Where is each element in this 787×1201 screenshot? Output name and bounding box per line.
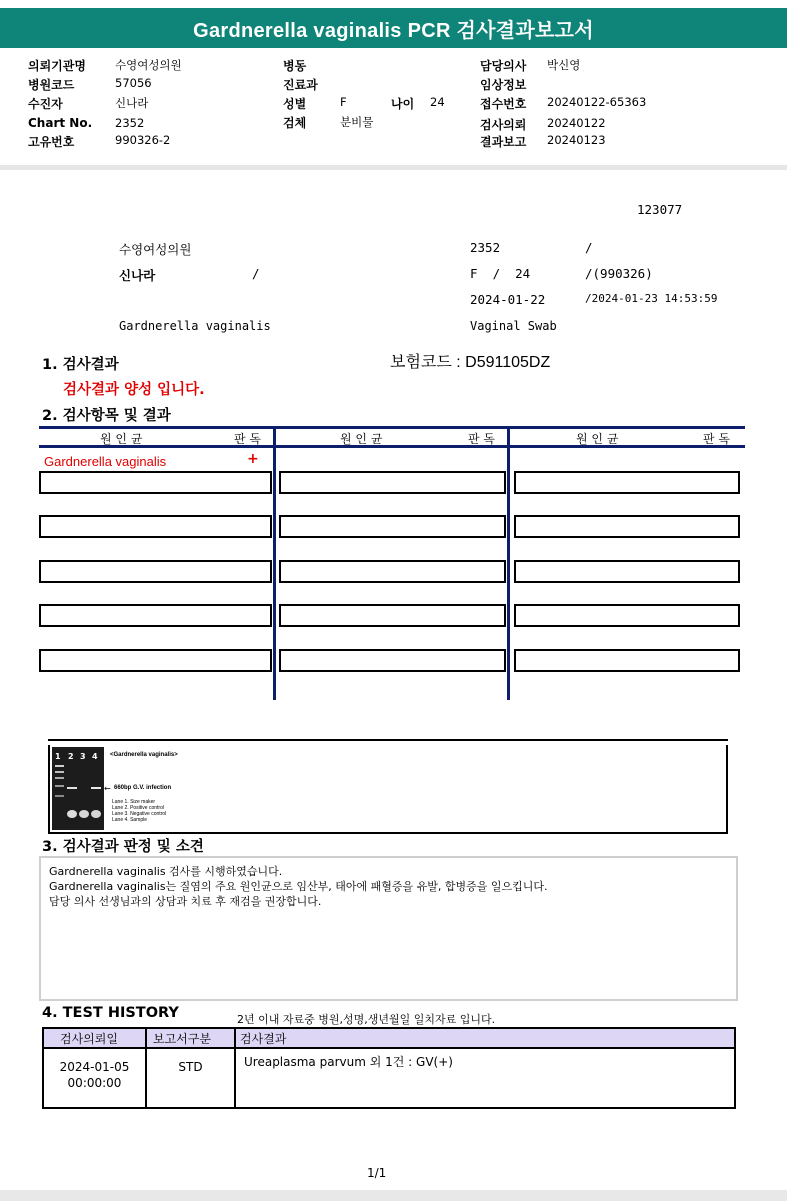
column-divider [507,426,510,700]
empty-result-slot [279,560,506,583]
info-chart-no: 2352 [470,240,501,255]
page-footer-strip [0,1190,787,1201]
institution-value: 수영여성의원 [115,58,182,72]
lane-number: 2 [68,752,74,761]
opinion-line: Gardnerella vaginalis 검사를 시행하였습니다. [49,865,283,878]
request-value: 20240122 [547,116,606,130]
empty-result-slot [279,515,506,538]
ward-label: 병동 [283,59,307,73]
history-note: 2년 이내 자료중 병원,성명,생년월일 일치자료 입니다. [237,1013,496,1026]
lane-number: 4 [92,752,98,761]
history-table [42,1027,736,1109]
report-value: 20240123 [547,133,606,147]
hospital-code-label: 병원코드 [28,78,75,92]
patient-label: 수진자 [28,97,63,111]
info-sex-age: F / 24 [470,266,531,281]
column-divider [234,1029,236,1107]
lane-legend: Lane 2. Positive control [112,805,164,811]
clinical-label: 임상정보 [480,78,527,92]
empty-result-slot [514,604,740,627]
empty-result-slot [39,515,272,538]
col-head-pathogen: 원 인 균 [100,432,143,446]
empty-result-slot [39,604,272,627]
history-header: 검사결과 [234,1029,734,1049]
patient-value: 신나라 [115,96,149,110]
receipt-label: 접수번호 [480,97,527,111]
figure-rule [48,739,728,741]
col-head-pathogen: 원 인 균 [576,432,619,446]
col-head-judgment: 판 독 [468,432,495,446]
page-number: 1/1 [367,1166,387,1180]
empty-result-slot [39,471,272,494]
col-head-judgment: 판 독 [703,432,730,446]
empty-result-slot [514,560,740,583]
empty-result-slot [39,560,272,583]
institution-label: 의뢰기관명 [28,59,86,73]
info-birth: /(990326) [585,266,653,281]
lane-number: 1 [55,752,61,761]
age-label: 나이 [391,97,415,111]
report-label: 결과보고 [480,135,527,149]
info-slash: / [252,266,260,281]
empty-result-slot [39,649,272,672]
column-divider [273,426,276,700]
gel-heading: <Gardnerella vaginalis> [110,752,178,758]
history-result: Ureaplasma parvum 외 1건 : GV(+) [244,1055,453,1069]
empty-result-slot [279,604,506,627]
info-request-date: 2024-01-22 [470,292,546,307]
band-label: 660bp G.V. infection [114,785,172,791]
doctor-value: 박신영 [547,58,581,72]
report-title: Gardnerella vaginalis PCR 검사결과보고서 [0,8,787,48]
history-header: 보고서구분 [145,1029,234,1049]
info-institution: 수영여성의원 [119,242,192,257]
lane-legend: Lane 1. Size maker [112,799,156,805]
empty-result-slot [514,515,740,538]
age-value: 24 [430,95,445,109]
opinion-line: 담당 의사 선생님과의 상담과 치료 후 재검을 권장합니다. [49,895,322,908]
result-summary: 검사결과 양성 입니다. [63,382,205,398]
history-date-line: 2024-01-05 [59,1060,130,1074]
hospital-code-value: 57056 [115,76,152,90]
specimen-label: 검체 [283,116,307,130]
request-label: 검사의뢰 [480,118,527,132]
insurance-code: 보험코드 : D591105DZ [390,354,551,371]
section-4-title: 4. TEST HISTORY [42,1005,179,1021]
empty-result-slot [514,649,740,672]
lane-number: 3 [80,752,86,761]
table-top-rule [39,426,745,429]
doctor-label: 담당의사 [480,59,527,73]
section-1-title: 1. 검사결과 [42,357,119,373]
col-head-pathogen: 원 인 균 [340,432,383,446]
lane-legend: Lane 4. Sample [112,817,148,823]
opinion-line: Gardnerella vaginalis는 질염의 주요 원인균으로 임산부, 태아에 패혈증을 유발, 합병증을 일으킵니다. [49,880,548,893]
result-pathogen: Gardnerella vaginalis [44,454,167,469]
section-3-title: 3. 검사결과 판정 및 소견 [42,839,204,855]
empty-result-slot [279,471,506,494]
opinion-box [39,856,738,1001]
info-specimen: Vaginal Swab [470,319,557,333]
arrow-icon: ← [104,784,111,793]
history-type: STD [178,1060,203,1074]
receipt-value: 20240122-65363 [547,95,647,109]
unique-no-value: 990326-2 [115,133,171,147]
unique-no-label: 고유번호 [28,135,75,149]
result-judgment: + [247,451,259,467]
divider [0,165,787,170]
lane-legend: Lane 3. Negative control [112,811,167,817]
chart-no-label: Chart No. [28,116,93,130]
history-header: 검사의뢰일 [44,1029,145,1049]
specimen-value: 분비물 [340,115,374,129]
sex-label: 성별 [283,97,307,111]
sex-value: F [340,95,347,109]
dept-label: 진료과 [283,78,318,92]
history-date [44,1059,145,1091]
chart-no-value: 2352 [115,116,145,130]
table-head-rule [39,445,745,448]
empty-result-slot [514,471,740,494]
info-slash: / [585,240,593,255]
info-report-datetime: /2024-01-23 14:53:59 [585,292,718,305]
section-2-title: 2. 검사항목 및 결과 [42,408,171,424]
col-head-judgment: 판 독 [234,432,261,446]
empty-result-slot [279,649,506,672]
info-test-name: Gardnerella vaginalis [119,319,271,333]
info-patient: 신나라 [119,268,156,283]
history-time-line: 00:00:00 [67,1076,122,1090]
lab-code: 123077 [637,202,683,217]
